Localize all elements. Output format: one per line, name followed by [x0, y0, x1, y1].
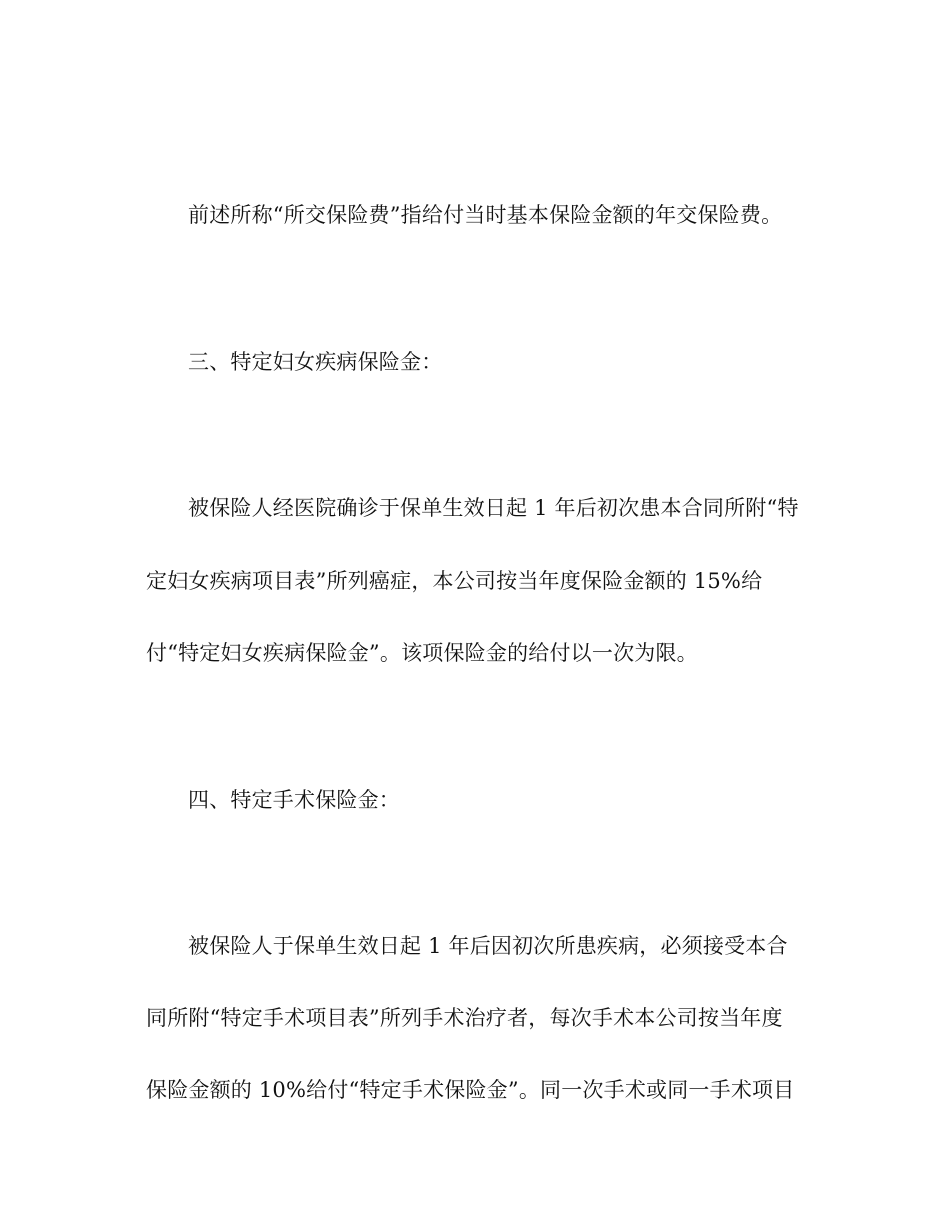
paragraph-women-disease-line-1: 被保险人经医院确诊于保单生效日起 1 年后初次患本合同所附“特: [188, 496, 799, 520]
paragraph-women-disease-line-3: 付“特定妇女疾病保险金”。该项保险金的给付以一次为限。: [146, 641, 698, 665]
paragraph-surgery-line-3: 保险金额的 10%给付“特定手术保险金”。同一次手术或同一手术项目: [146, 1078, 795, 1102]
paragraph-premium-definition: 前述所称“所交保险费”指给付当时基本保险金额的年交保险费。: [188, 203, 783, 227]
paragraph-surgery-line-1: 被保险人于保单生效日起 1 年后因初次所患疾病，必须接受本合: [188, 934, 788, 958]
section-heading-women-disease: 三、特定妇女疾病保险金：: [188, 350, 443, 374]
section-heading-surgery: 四、特定手术保险金：: [188, 788, 400, 812]
paragraph-surgery-line-2: 同所附“特定手术项目表”所列手术治疗者，每次手术本公司按当年度: [146, 1006, 783, 1030]
paragraph-women-disease-line-2: 定妇女疾病项目表”所列癌症，本公司按当年度保险金额的 15%给: [146, 569, 763, 593]
